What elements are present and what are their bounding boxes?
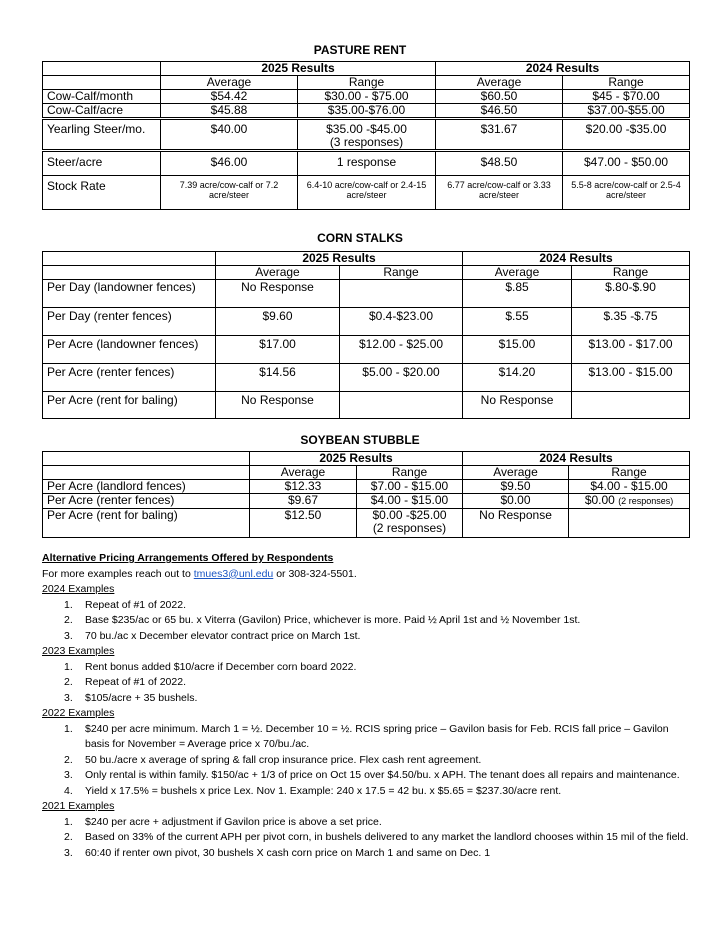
cell-range-2024 [569,494,690,509]
year-2024-header: 2024 Results [463,452,690,466]
row-label: Per Day (renter fences) [43,308,216,336]
year-heading-2024: 2024 Examples [42,583,115,595]
cell-range-2024 [572,392,690,419]
cell-avg-2024: $.85 [463,280,572,308]
soybean-stubble-title: SOYBEAN STUBBLE [300,433,420,447]
cell-range-2024: $13.00 - $17.00 [572,336,690,364]
cell-range-2025: 1 response [298,151,436,176]
range-header: Range [340,266,463,280]
cell-range-2025 [340,392,463,419]
list-item: 1. $240 per acre minimum. March 1 = ½. December 10 = ½. RCIS spring price – Gavilon basis for Feb. RCIS fall price – Gavilon basis for November = Average price x 70/bu./ac. [64,722,669,750]
responses-note: (2 responses) [372,521,447,535]
cell-range-2024: $.80-$.90 [572,280,690,308]
cell-avg-2025: No Response [216,392,340,419]
list-item: 2. Base $235/ac or 65 bu. x Viterra (Gavilon) Price, whichever is more. Paid ½ April 1st and ½ November 1st. [64,614,581,626]
list-item: 4. Yield x 17.5% = bushels x price Lex. Nov 1. Example: 240 x 17.5 = 42 bu. x $5.65 = $237.30/acre rent. [64,784,562,797]
year-heading-2021: 2021 Examples [42,800,115,812]
cell-avg-2024: $31.67 [436,119,563,151]
cell-avg-2025: $17.00 [216,336,340,364]
row-label: Steer/acre [43,151,161,176]
email-link[interactable]: tmues3@unl.edu [193,567,274,580]
row-label: Stock Rate [43,176,161,210]
pasture-rent-title: PASTURE RENT [313,43,407,57]
table-subheader-row [43,466,690,480]
cell-avg-2024: $9.50 [463,480,569,494]
corn-stalks-title: CORN STALKS [317,231,403,245]
list-item: 1. Repeat of #1 of 2022. [64,598,186,611]
cell-avg-2024: No Response [463,509,569,538]
cell-range-2025: 6.4-10 acre/cow-calf or 2.4-15 acre/steer [298,176,436,210]
range-value: $0.00 -$25.00 [372,508,447,522]
table-row [43,336,690,364]
row-label: Per Acre (renter fences) [43,494,250,509]
row-label: Cow-Calf/acre [43,104,161,119]
notes-heading: Alternative Pricing Arrangements Offered by Respondents [42,552,334,564]
year-2025-header: 2025 Results [216,252,463,266]
cell-range-2025: $4.00 - $15.00 [357,494,463,509]
cell-range-2024: $13.00 - $15.00 [572,364,690,392]
pasture-rent-table [42,61,690,210]
year-2024-header: 2024 Results [463,252,690,266]
responses-note: (3 responses) [329,135,404,149]
average-header: Average [436,76,563,90]
contact-prefix: For more examples reach out to [42,567,194,580]
average-header: Average [216,266,340,280]
cell-avg-2025: 7.39 acre/cow-calf or 7.2 acre/steer [161,176,298,210]
cell-range-2025: $0.4-$23.00 [340,308,463,336]
cell-avg-2025: $54.42 [161,90,298,104]
row-label: Cow-Calf/month [43,90,161,104]
cell-avg-2024: $15.00 [463,336,572,364]
cell-range-2024: $37.00-$55.00 [563,104,690,119]
cell-avg-2025: $45.88 [161,104,298,119]
cell-range-2024 [569,509,690,538]
responses-note: (2 responses) [618,496,674,506]
table-row [43,176,690,210]
range-value: $0.00 [584,493,615,507]
list-item: 3. $105/acre + 35 bushels. [64,691,198,704]
table-row [43,308,690,336]
cell-range-2025: $12.00 - $25.00 [340,336,463,364]
cell-avg-2025: $12.33 [250,480,357,494]
list-item: 2. Based on 33% of the current APH per pivot corn, in bushels delivered to any market the landlord chooses within 15 mil of the field. [64,831,689,843]
list-item: 2. Repeat of #1 of 2022. [64,676,186,688]
cell-range-2025: $35.00-$76.00 [298,104,436,119]
range-header: Range [298,76,436,90]
cell-range-2024: $47.00 - $50.00 [563,151,690,176]
cell-avg-2025: No Response [216,280,340,308]
soybean-stubble-table [42,451,690,538]
list-item: 1. Rent bonus added $10/acre if December corn board 2022. [64,660,357,673]
list-item: 2. 50 bu./acre x average of spring & fall crop insurance price. Flex cash rent agreement. [64,753,482,766]
cell-avg-2024: No Response [463,392,572,419]
cell-avg-2025: $12.50 [250,509,357,538]
cell-avg-2024: $0.00 [463,494,569,509]
cell-range-2025: $5.00 - $20.00 [340,364,463,392]
range-header: Range [569,466,690,480]
table-header-row [43,252,690,266]
list-item: 1. $240 per acre + adjustment if Gavilon price is above a set price. [64,815,382,828]
cell-range-2024: 5.5-8 acre/cow-calf or 2.5-4 acre/steer [563,176,690,210]
list-item: 3. 70 bu./ac x December elevator contract price on March 1st. [64,629,361,642]
cell-avg-2024: $.55 [463,308,572,336]
cell-avg-2025: $14.56 [216,364,340,392]
cell-range-2024: $20.00 -$35.00 [563,119,690,151]
cell-range-2024: $45 - $70.00 [563,90,690,104]
table-row [43,494,690,509]
table-header-row [43,452,690,466]
cell-avg-2024: 6.77 acre/cow-calf or 3.33 acre/steer [436,176,563,210]
contact-line [42,567,692,583]
examples-list-2023 [42,660,692,707]
year-heading-2022: 2022 Examples [42,707,115,719]
year-2024-header: 2024 Results [436,62,690,76]
row-label: Yearling Steer/mo. [43,119,161,151]
corn-stalks-table [42,251,690,419]
average-header: Average [250,466,357,480]
range-header: Range [563,76,690,90]
table-row [43,364,690,392]
range-header: Range [572,266,690,280]
alternative-pricing-notes [42,551,692,861]
year-2025-header: 2025 Results [250,452,463,466]
table-row [43,392,690,419]
cell-avg-2025: $46.00 [161,151,298,176]
table-row [43,509,690,538]
table-row [43,104,690,119]
table-row [43,480,690,494]
year-heading-2023: 2023 Examples [42,645,115,657]
average-header: Average [463,466,569,480]
average-header: Average [161,76,298,90]
cell-avg-2025: $40.00 [161,119,298,151]
table-row [43,280,690,308]
average-header: Average [463,266,572,280]
cell-avg-2025: $9.67 [250,494,357,509]
examples-list-2024 [42,598,692,645]
row-label: Per Acre (landlord fences) [43,480,250,494]
cell-range-2025: $30.00 - $75.00 [298,90,436,104]
row-label: Per Acre (rent for baling) [43,509,250,538]
cell-avg-2024: $14.20 [463,364,572,392]
row-label: Per Acre (landowner fences) [43,336,216,364]
table-subheader-row [43,266,690,280]
examples-list-2021 [42,815,692,862]
cell-avg-2024: $48.50 [436,151,563,176]
table-subheader-row [43,76,690,90]
cell-range-2025 [298,119,436,151]
list-item: 3. 60:40 if renter own pivot, 30 bushels X cash corn price on March 1 and same on Dec. 1 [64,846,491,859]
table-header-row [43,62,690,76]
contact-suffix: or 308-324-5501. [273,567,357,580]
row-label: Per Acre (rent for baling) [43,392,216,419]
cell-range-2025 [340,280,463,308]
cell-avg-2024: $60.50 [436,90,563,104]
table-row [43,90,690,104]
year-2025-header: 2025 Results [161,62,436,76]
table-row [43,151,690,176]
row-label: Per Acre (renter fences) [43,364,216,392]
cell-avg-2025: $9.60 [216,308,340,336]
examples-list-2022 [42,722,692,800]
range-value: $35.00 -$45.00 [326,122,407,136]
cell-range-2025: $7.00 - $15.00 [357,480,463,494]
cell-avg-2024: $46.50 [436,104,563,119]
list-item: 3. Only rental is within family. $150/ac + 1/3 of price on Oct 15 over $4.50/bu. x APH. The tenant does all repairs and maintenance. [64,769,680,781]
row-label: Per Day (landowner fences) [43,280,216,308]
table-row [43,119,690,151]
cell-range-2024: $.35 -$.75 [572,308,690,336]
range-header: Range [357,466,463,480]
cell-range-2025 [357,509,463,538]
cell-range-2024: $4.00 - $15.00 [569,480,690,494]
